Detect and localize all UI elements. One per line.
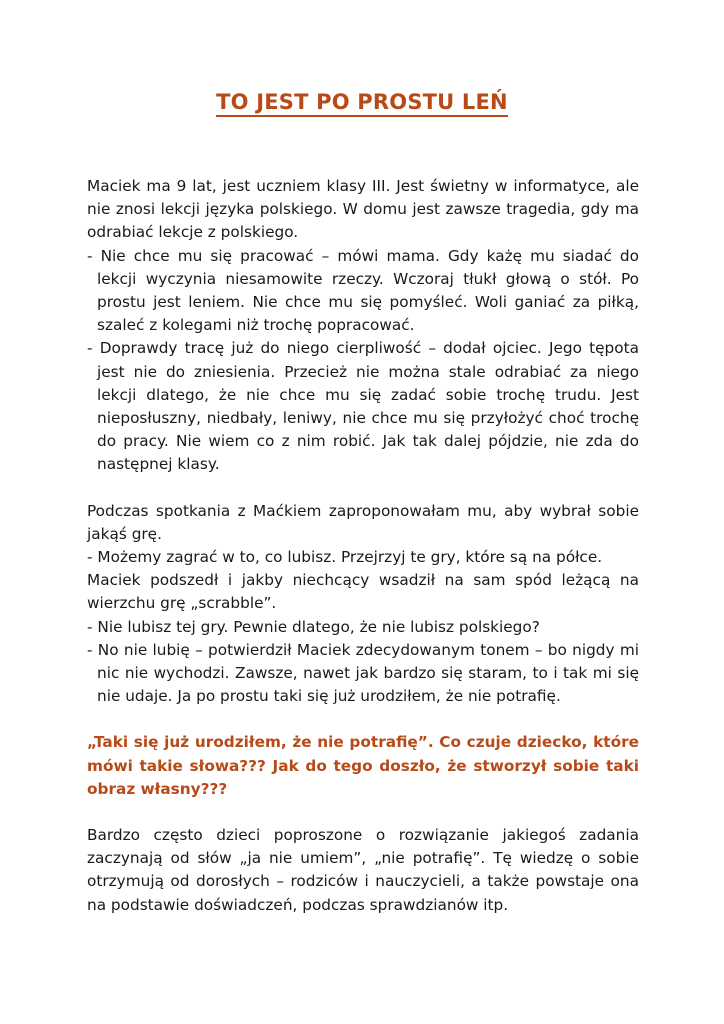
closing-paragraph: Bardzo często dzieci poproszone o rozwiązanie jakiegoś zadania zaczynają od słów „ja nie umiem”, „nie potrafię”. Tę wiedzę o sobie otrzymują od dorosłych – rodziców i nauczycieli, a także powstaje ona na podstawie doświadczeń, podczas sprawdzianów itp. [87, 826, 639, 914]
mother-quote: - Nie chce mu się pracować – mówi mama. Gdy każę mu siadać do lekcji wyczynia niesamowite rzeczy. Wczoraj tłukł głową o stół. Po prostu jest leniem. Nie chce mu się pomyśleć. Woli ganiać za piłką, szaleć z kolegami niż trochę popracować. [87, 246, 639, 335]
document-title: TO JEST PO PROSTU LEŃ [216, 90, 508, 117]
meeting-action: Maciek podszedł i jakby niechcący wsadził na sam spód leżącą na wierzchu grę „scrabble”. [87, 571, 639, 613]
document-title-block [0, 90, 724, 117]
meeting-line-2: - Nie lubisz tej gry. Pewnie dlatego, że nie lubisz polskiego? [87, 617, 540, 636]
meeting-line-1: - Możemy zagrać w to, co lubisz. Przejrzyj te gry, które są na półce. [87, 548, 603, 567]
meeting-intro: Podczas spotkania z Maćkiem zaproponowałam mu, aby wybrał sobie jakąś grę. [87, 501, 639, 543]
paragraph-gap [87, 477, 639, 500]
emphasis-paragraph: „Taki się już urodziłem, że nie potrafię”. Co czuje dziecko, które mówi takie słowa??? Jak do tego doszło, że stworzył sobie taki obraz własny??? [87, 733, 639, 798]
document-body [87, 175, 639, 917]
paragraph-gap [87, 801, 639, 824]
paragraph-gap [87, 708, 639, 731]
story-intro: Maciek ma 9 lat, jest uczniem klasy III. Jest świetny w informatyce, ale nie znosi lekcji języka polskiego. W domu jest zawsze tragedia, gdy ma odrabiać lekcje z polskiego. [87, 177, 639, 242]
meeting-line-3: - No nie lubię – potwierdził Maciek zdecydowanym tonem – bo nigdy mi nic nie wychodzi. Zawsze, nawet jak bardzo się staram, to i tak mi się nie udaje. Ja po prostu taki się już urodziłem, że nie potrafię. [87, 640, 639, 706]
father-quote: - Doprawdy tracę już do niego cierpliwość – dodał ojciec. Jego tępota jest nie do zniesienia. Przecież nie można stale odrabiać za niego lekcji dlatego, że nie chce mu się zadać sobie trochę trudu. Jest nieposłuszny, niedbały, leniwy, nie chce mu się przyłożyć choć trochę do pracy. Nie wiem co z nim robić. Jak tak dalej pójdzie, nie zda do następnej klasy. [87, 339, 639, 474]
